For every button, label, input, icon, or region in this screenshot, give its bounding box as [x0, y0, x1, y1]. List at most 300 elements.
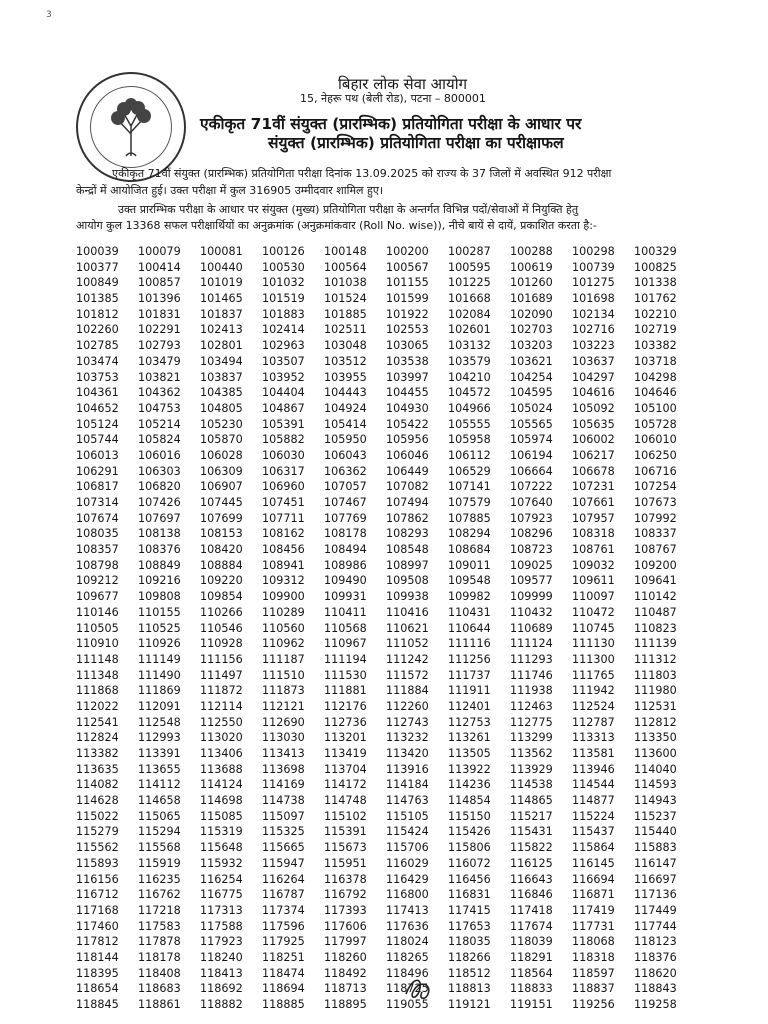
roll-number-cell: 101812 — [76, 307, 119, 321]
roll-number-cell: 115237 — [634, 809, 677, 823]
roll-row — [76, 448, 696, 464]
roll-row — [76, 354, 696, 370]
roll-number-cell: 108849 — [138, 558, 181, 572]
roll-number-cell: 101922 — [386, 307, 429, 321]
roll-number-cell: 117168 — [76, 903, 119, 917]
roll-number-cell: 118895 — [324, 998, 367, 1012]
roll-number-cell: 117744 — [634, 919, 677, 933]
roll-number-cell: 113419 — [324, 747, 367, 761]
roll-number-cell: 106002 — [572, 433, 615, 447]
roll-number-cell: 116429 — [386, 872, 429, 886]
roll-number-cell: 109854 — [200, 590, 243, 604]
roll-row — [76, 479, 696, 495]
roll-number-cell: 111497 — [200, 668, 243, 682]
roll-number-cell: 118413 — [200, 966, 243, 980]
roll-number-cell: 105414 — [324, 417, 367, 431]
roll-number-cell: 101519 — [262, 292, 305, 306]
roll-number-cell: 119258 — [634, 998, 677, 1012]
roll-number-cell: 111194 — [324, 652, 367, 666]
roll-number-cell: 108178 — [324, 527, 367, 541]
roll-number-cell: 107957 — [572, 511, 615, 525]
roll-number-cell: 113916 — [386, 762, 429, 776]
roll-number-cell: 107082 — [386, 480, 429, 494]
roll-row — [76, 746, 696, 762]
roll-number-cell: 117731 — [572, 919, 615, 933]
roll-row — [76, 683, 696, 699]
roll-number-cell: 101032 — [262, 276, 305, 290]
roll-number-cell: 104298 — [634, 370, 677, 384]
roll-number-cell: 112022 — [76, 699, 119, 713]
roll-number-cell: 103494 — [200, 354, 243, 368]
roll-number-cell: 111116 — [448, 637, 491, 651]
roll-number-cell: 105565 — [510, 417, 553, 431]
roll-number-cell: 103955 — [324, 370, 367, 384]
roll-number-cell: 111148 — [76, 652, 119, 666]
roll-number-cell: 109212 — [76, 574, 119, 588]
roll-number-cell: 104361 — [76, 386, 119, 400]
roll-number-cell: 118068 — [572, 935, 615, 949]
roll-row — [76, 464, 696, 480]
roll-number-cell: 112091 — [138, 699, 181, 713]
roll-number-cell: 109025 — [510, 558, 553, 572]
roll-number-cell: 103637 — [572, 354, 615, 368]
roll-number-cell: 111156 — [200, 652, 243, 666]
roll-number-cell: 105635 — [572, 417, 615, 431]
roll-number-cell: 103474 — [76, 354, 119, 368]
roll-row — [76, 495, 696, 511]
roll-number-cell: 100739 — [572, 260, 615, 274]
roll-number-cell: 111300 — [572, 652, 615, 666]
roll-number-cell: 106362 — [324, 464, 367, 478]
roll-number-cell: 105882 — [262, 433, 305, 447]
roll-number-cell: 118654 — [76, 982, 119, 996]
roll-number-cell: 115822 — [510, 841, 553, 855]
roll-number-cell: 103952 — [262, 370, 305, 384]
roll-number-cell: 111256 — [448, 652, 491, 666]
roll-row — [76, 417, 696, 433]
roll-number-cell: 106317 — [262, 464, 305, 478]
roll-row — [76, 511, 696, 527]
roll-number-cell: 104455 — [386, 386, 429, 400]
roll-number-cell: 112812 — [634, 715, 677, 729]
roll-number-cell: 106309 — [200, 464, 243, 478]
roll-number-cell: 113413 — [262, 747, 305, 761]
roll-number-cell: 115217 — [510, 809, 553, 823]
roll-number-cell: 116787 — [262, 888, 305, 902]
roll-number-cell: 110560 — [262, 621, 305, 635]
roll-number-cell: 119256 — [572, 998, 615, 1012]
roll-row — [76, 777, 696, 793]
roll-number-cell: 108986 — [324, 558, 367, 572]
roll-number-cell: 103621 — [510, 354, 553, 368]
roll-number-cell: 108376 — [138, 543, 181, 557]
roll-number-cell: 110142 — [634, 590, 677, 604]
roll-number-cell: 114738 — [262, 794, 305, 808]
roll-number-cell: 111530 — [324, 668, 367, 682]
roll-number-cell: 101668 — [448, 292, 491, 306]
roll-number-cell: 107862 — [386, 511, 429, 525]
roll-number-cell: 117313 — [200, 903, 243, 917]
roll-number-cell: 118845 — [76, 998, 119, 1012]
roll-number-cell: 118692 — [200, 982, 243, 996]
roll-row — [76, 432, 696, 448]
roll-number-cell: 118683 — [138, 982, 181, 996]
roll-number-cell: 118512 — [448, 966, 491, 980]
roll-number-cell: 118178 — [138, 950, 181, 964]
roll-number-cell: 118597 — [572, 966, 615, 980]
roll-number-cell: 113232 — [386, 731, 429, 745]
roll-number-cell: 106291 — [76, 464, 119, 478]
roll-number-cell: 113299 — [510, 731, 553, 745]
roll-number-cell: 108337 — [634, 527, 677, 541]
roll-number-cell: 100329 — [634, 245, 677, 259]
roll-number-cell: 118843 — [634, 982, 677, 996]
roll-row — [76, 401, 696, 417]
roll-number-cell: 103538 — [386, 354, 429, 368]
roll-number-cell: 117413 — [386, 903, 429, 917]
roll-number-cell: 118240 — [200, 950, 243, 964]
roll-number-cell: 113030 — [262, 731, 305, 745]
roll-number-cell: 107451 — [262, 496, 305, 510]
roll-number-cell: 113562 — [510, 747, 553, 761]
roll-number-cell: 107254 — [634, 480, 677, 494]
roll-number-cell: 104362 — [138, 386, 181, 400]
roll-number-cell: 108798 — [76, 558, 119, 572]
roll-number-cell: 113406 — [200, 747, 243, 761]
roll-number-cell: 105974 — [510, 433, 553, 447]
roll-number-cell: 111803 — [634, 668, 677, 682]
roll-number-cell: 105956 — [386, 433, 429, 447]
roll-number-cell: 109011 — [448, 558, 491, 572]
roll-number-cell: 118408 — [138, 966, 181, 980]
roll-number-cell: 112548 — [138, 715, 181, 729]
roll-number-cell: 101599 — [386, 292, 429, 306]
roll-number-cell: 117588 — [200, 919, 243, 933]
roll-number-cell: 118837 — [572, 982, 615, 996]
roll-number-cell: 116846 — [510, 888, 553, 902]
roll-number-cell: 102703 — [510, 323, 553, 337]
roll-number-cell: 117636 — [386, 919, 429, 933]
roll-row — [76, 244, 696, 260]
roll-number-cell: 112541 — [76, 715, 119, 729]
roll-number-cell: 113201 — [324, 731, 367, 745]
roll-number-cell: 100079 — [138, 245, 181, 259]
roll-number-cell: 110621 — [386, 621, 429, 635]
roll-number-cell: 107640 — [510, 496, 553, 510]
roll-number-cell: 117418 — [510, 903, 553, 917]
roll-number-cell: 116029 — [386, 856, 429, 870]
roll-row — [76, 966, 696, 982]
roll-number-cell: 111765 — [572, 668, 615, 682]
roll-number-cell: 109641 — [634, 574, 677, 588]
roll-number-cell: 110546 — [200, 621, 243, 635]
roll-number-cell: 108548 — [386, 543, 429, 557]
roll-number-cell: 118725 — [386, 982, 429, 996]
roll-number-cell: 117596 — [262, 919, 305, 933]
roll-number-cell: 118833 — [510, 982, 553, 996]
roll-number-cell: 115065 — [138, 809, 181, 823]
roll-number-cell: 101038 — [324, 276, 367, 290]
roll-number-cell: 113313 — [572, 731, 615, 745]
roll-number-cell: 116775 — [200, 888, 243, 902]
roll-number-cell: 107674 — [76, 511, 119, 525]
roll-number-cell: 105958 — [448, 433, 491, 447]
roll-number-cell: 109032 — [572, 558, 615, 572]
roll-number-cell: 110505 — [76, 621, 119, 635]
roll-number-cell: 113635 — [76, 762, 119, 776]
roll-number-cell: 110745 — [572, 621, 615, 635]
roll-number-cell: 109200 — [634, 558, 677, 572]
roll-number-cell: 117606 — [324, 919, 367, 933]
roll-number-cell: 113698 — [262, 762, 305, 776]
roll-row — [76, 903, 696, 919]
roll-number-cell: 115919 — [138, 856, 181, 870]
intro-paragraph-1-line-1: एकीकृत 71वीं संयुक्त (प्रारम्भिक) प्रतियोगिता परीक्षा दिनांक 13.09.2025 को राज्य के 37 जिलों में अवस्थित 912 परीक्षा — [112, 167, 612, 180]
roll-row — [76, 997, 696, 1013]
roll-number-cell: 118265 — [386, 950, 429, 964]
roll-number-cell: 104966 — [448, 401, 491, 415]
roll-row — [76, 322, 696, 338]
roll-number-cell: 116456 — [448, 872, 491, 886]
roll-number-cell: 118144 — [76, 950, 119, 964]
roll-number-cell: 115673 — [324, 841, 367, 855]
roll-number-cell: 115097 — [262, 809, 305, 823]
roll-number-cell: 106046 — [386, 448, 429, 462]
roll-number-cell: 116792 — [324, 888, 367, 902]
roll-number-cell: 116235 — [138, 872, 181, 886]
roll-number-cell: 108153 — [200, 527, 243, 541]
roll-number-cell: 112993 — [138, 731, 181, 745]
intro-paragraph-2-line-1: उक्त प्रारम्भिक परीक्षा के आधार पर संयुक्त (मुख्य) प्रतियोगिता परीक्षा के अन्तर्गत विभिन्न पदों/सेवाओं में नियुक्ति हेतु — [118, 203, 579, 216]
roll-number-cell: 118123 — [634, 935, 677, 949]
roll-number-cell: 108494 — [324, 543, 367, 557]
roll-number-cell: 113020 — [200, 731, 243, 745]
roll-row — [76, 291, 696, 307]
roll-number-cell: 113600 — [634, 747, 677, 761]
roll-number-cell: 110928 — [200, 637, 243, 651]
roll-number-cell: 111312 — [634, 652, 677, 666]
roll-row — [76, 558, 696, 574]
roll-row — [76, 856, 696, 872]
roll-number-cell: 108941 — [262, 558, 305, 572]
roll-number-cell: 106010 — [634, 433, 677, 447]
roll-number-cell: 115932 — [200, 856, 243, 870]
roll-number-cell: 100440 — [200, 260, 243, 274]
roll-number-cell: 111938 — [510, 684, 553, 698]
roll-number-cell: 100287 — [448, 245, 491, 259]
roll-number-cell: 116712 — [76, 888, 119, 902]
roll-number-cell: 112787 — [572, 715, 615, 729]
roll-number-cell: 114124 — [200, 778, 243, 792]
roll-number-cell: 113688 — [200, 762, 243, 776]
roll-number-cell: 111746 — [510, 668, 553, 682]
roll-number-cell: 104930 — [386, 401, 429, 415]
roll-number-cell: 112690 — [262, 715, 305, 729]
roll-number-cell: 111572 — [386, 668, 429, 682]
roll-number-cell: 112736 — [324, 715, 367, 729]
roll-number-cell: 101762 — [634, 292, 677, 306]
roll-number-cell: 102719 — [634, 323, 677, 337]
roll-number-cell: 109900 — [262, 590, 305, 604]
roll-number-cell: 114184 — [386, 778, 429, 792]
roll-number-cell: 113391 — [138, 747, 181, 761]
roll-number-cell: 115294 — [138, 825, 181, 839]
roll-number-cell: 107494 — [386, 496, 429, 510]
roll-number-cell: 109982 — [448, 590, 491, 604]
roll-number-cell: 115706 — [386, 841, 429, 855]
roll-number-cell: 107697 — [138, 511, 181, 525]
roll-number-cell: 109938 — [386, 590, 429, 604]
roll-number-cell: 116871 — [572, 888, 615, 902]
roll-number-cell: 100126 — [262, 245, 305, 259]
roll-number-cell: 106716 — [634, 464, 677, 478]
roll-number-cell: 108420 — [200, 543, 243, 557]
roll-number-cell: 105024 — [510, 401, 553, 415]
org-name: बिहार लोक सेवा आयोग — [338, 75, 468, 93]
roll-number-cell: 111124 — [510, 637, 553, 651]
roll-row — [76, 338, 696, 354]
roll-number-cell: 100530 — [262, 260, 305, 274]
roll-number-cell: 111980 — [634, 684, 677, 698]
roll-number-cell: 118318 — [572, 950, 615, 964]
roll-number-cell: 118694 — [262, 982, 305, 996]
roll-number-cell: 102084 — [448, 307, 491, 321]
roll-row — [76, 887, 696, 903]
roll-number-cell: 114748 — [324, 794, 367, 808]
roll-number-cell: 116643 — [510, 872, 553, 886]
roll-number-cell: 114082 — [76, 778, 119, 792]
roll-number-cell: 102291 — [138, 323, 181, 337]
roll-number-cell: 108318 — [572, 527, 615, 541]
roll-number-cell: 108761 — [572, 543, 615, 557]
roll-number-cell: 114628 — [76, 794, 119, 808]
roll-number-cell: 111187 — [262, 652, 305, 666]
roll-number-cell: 117449 — [634, 903, 677, 917]
roll-number-cell: 103479 — [138, 354, 181, 368]
roll-number-cell: 118564 — [510, 966, 553, 980]
roll-number-cell: 112121 — [262, 699, 305, 713]
roll-number-cell: 116697 — [634, 872, 677, 886]
roll-number-cell: 107661 — [572, 496, 615, 510]
roll-number-cell: 107222 — [510, 480, 553, 494]
roll-number-cell: 111942 — [572, 684, 615, 698]
roll-number-cell: 115648 — [200, 841, 243, 855]
roll-number-cell: 118474 — [262, 966, 305, 980]
roll-number-cell: 117136 — [634, 888, 677, 902]
roll-row — [76, 840, 696, 856]
roll-number-cell: 116147 — [634, 856, 677, 870]
roll-number-cell: 114658 — [138, 794, 181, 808]
roll-number-cell: 109548 — [448, 574, 491, 588]
roll-number-cell: 100288 — [510, 245, 553, 259]
roll-number-cell: 100081 — [200, 245, 243, 259]
roll-number-cell: 118882 — [200, 998, 243, 1012]
roll-row — [76, 919, 696, 935]
roll-number-cell: 101698 — [572, 292, 615, 306]
roll-number-cell: 100825 — [634, 260, 677, 274]
roll-number-cell: 111872 — [200, 684, 243, 698]
roll-row — [76, 307, 696, 323]
roll-number-cell: 111869 — [138, 684, 181, 698]
roll-number-cell: 111881 — [324, 684, 367, 698]
roll-row — [76, 260, 696, 276]
roll-number-cell: 114544 — [572, 778, 615, 792]
roll-number-cell: 108997 — [386, 558, 429, 572]
roll-row — [76, 275, 696, 291]
roll-number-cell: 113946 — [572, 762, 615, 776]
roll-number-cell: 105214 — [138, 417, 181, 431]
roll-number-cell: 116800 — [386, 888, 429, 902]
roll-number-cell: 107579 — [448, 496, 491, 510]
roll-number-cell: 108162 — [262, 527, 305, 541]
roll-number-cell: 115568 — [138, 841, 181, 855]
roll-number-cell: 108456 — [262, 543, 305, 557]
roll-number-cell: 109677 — [76, 590, 119, 604]
roll-number-cell: 105728 — [634, 417, 677, 431]
roll-number-cell: 110910 — [76, 637, 119, 651]
roll-number-cell: 118620 — [634, 966, 677, 980]
roll-number-cell: 116254 — [200, 872, 243, 886]
roll-number-cell: 118260 — [324, 950, 367, 964]
roll-number-cell: 103223 — [572, 339, 615, 353]
roll-number-cell: 115391 — [324, 825, 367, 839]
roll-number-cell: 110472 — [572, 605, 615, 619]
roll-number-cell: 103821 — [138, 370, 181, 384]
roll-number-cell: 115864 — [572, 841, 615, 855]
roll-number-cell: 106664 — [510, 464, 553, 478]
roll-number-cell: 103048 — [324, 339, 367, 353]
roll-number-cell: 115325 — [262, 825, 305, 839]
roll-number-cell: 116264 — [262, 872, 305, 886]
roll-number-cell: 101385 — [76, 292, 119, 306]
roll-number-cell: 111348 — [76, 668, 119, 682]
roll-number-cell: 115883 — [634, 841, 677, 855]
roll-number-cell: 115319 — [200, 825, 243, 839]
roll-number-cell: 101338 — [634, 276, 677, 290]
roll-number-cell: 116694 — [572, 872, 615, 886]
roll-number-cell: 113704 — [324, 762, 367, 776]
roll-row — [76, 809, 696, 825]
roll-number-cell: 110487 — [634, 605, 677, 619]
roll-number-cell: 102210 — [634, 307, 677, 321]
roll-number-cell: 110644 — [448, 621, 491, 635]
roll-number-cell: 102793 — [138, 339, 181, 353]
roll-number-cell: 102413 — [200, 323, 243, 337]
roll-number-cell: 115426 — [448, 825, 491, 839]
roll-number-cell: 110431 — [448, 605, 491, 619]
roll-number-cell: 116072 — [448, 856, 491, 870]
roll-number-cell: 106820 — [138, 480, 181, 494]
roll-number-cell: 107314 — [76, 496, 119, 510]
roll-number-cell: 105824 — [138, 433, 181, 447]
roll-number-cell: 108294 — [448, 527, 491, 541]
roll-number-cell: 101885 — [324, 307, 367, 321]
intro-paragraph-1-line-2: केन्द्रों में आयोजित हुई। उक्त परीक्षा में कुल 316905 उम्मीदवार शामिल हुए। — [76, 184, 384, 197]
roll-number-cell: 118251 — [262, 950, 305, 964]
roll-number-cell: 106217 — [572, 448, 615, 462]
roll-number-cell: 106960 — [262, 480, 305, 494]
roll-number-cell: 113350 — [634, 731, 677, 745]
roll-number-cell: 112824 — [76, 731, 119, 745]
roll-number-cell: 108884 — [200, 558, 243, 572]
roll-number-cell: 101396 — [138, 292, 181, 306]
roll-number-cell: 109216 — [138, 574, 181, 588]
roll-number-table — [76, 244, 696, 1013]
roll-number-cell: 117393 — [324, 903, 367, 917]
roll-number-cell: 115806 — [448, 841, 491, 855]
roll-number-cell: 118266 — [448, 950, 491, 964]
roll-row — [76, 526, 696, 542]
